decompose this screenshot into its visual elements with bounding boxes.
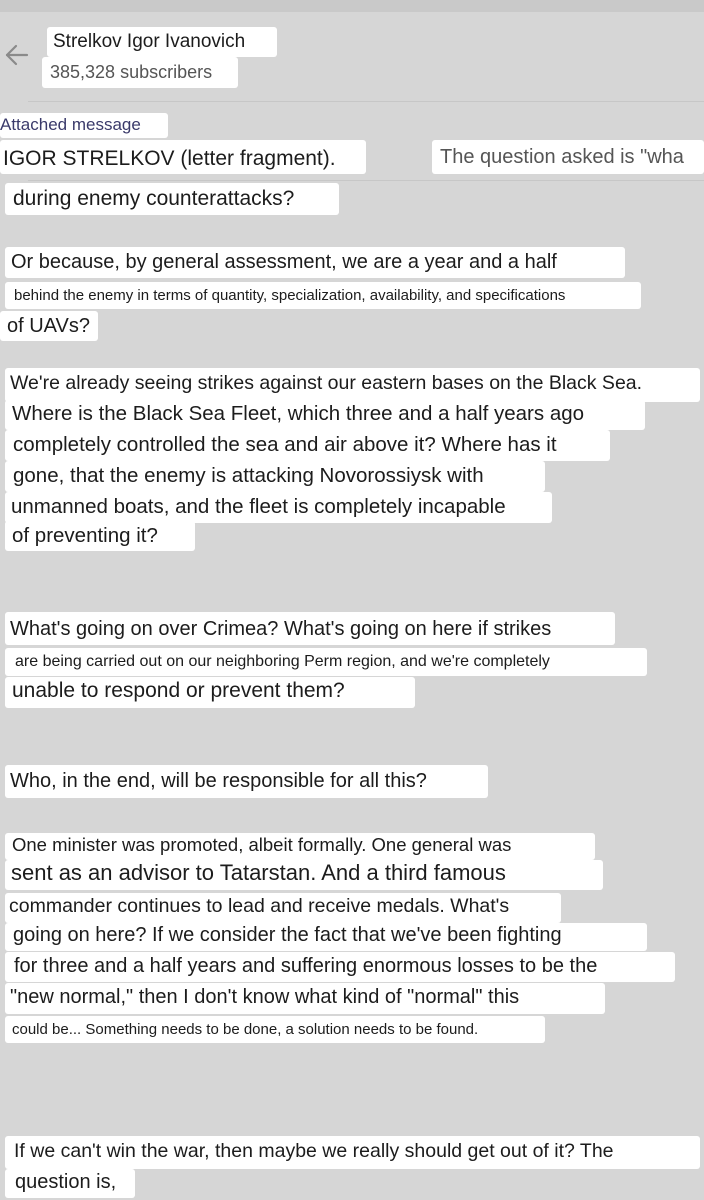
message-line: sent as an advisor to Tatarstan. And a third famous [5, 860, 603, 890]
message-line: unable to respond or prevent them? [5, 677, 415, 708]
message-line: completely controlled the sea and air above it? Where has it [5, 430, 610, 461]
header-divider [28, 101, 704, 102]
message-line: could be... Something needs to be done, a solution needs to be found. [5, 1016, 545, 1043]
channel-name[interactable]: Strelkov Igor Ivanovich [47, 27, 277, 57]
attachment-divider [28, 180, 704, 181]
message-line: unmanned boats, and the fleet is completely incapable [5, 492, 552, 523]
message-line: going on here? If we consider the fact that we've been fighting [5, 923, 647, 951]
message-line: of preventing it? [5, 521, 195, 551]
message-line: One minister was promoted, albeit formally. One general was [5, 833, 595, 860]
message-line: Where is the Black Sea Fleet, which three and a half years ago [5, 400, 645, 430]
message-line: of UAVs? [0, 311, 98, 341]
message-line: behind the enemy in terms of quantity, specialization, availability, and specifications [5, 282, 641, 309]
top-status-strip [0, 0, 704, 12]
message-line: gone, that the enemy is attacking Novorossiysk with [5, 461, 545, 492]
arrow-left-icon[interactable] [4, 40, 30, 70]
message-line: question is, [5, 1169, 135, 1198]
reply-preview[interactable]: The question asked is "wha [432, 140, 704, 174]
message-line: "new normal," then I don't know what kind of "normal" this [5, 983, 605, 1014]
message-line: If we can't win the war, then maybe we really should get out of it? The [5, 1136, 700, 1169]
message-line: Or because, by general assessment, we are a year and a half [5, 247, 625, 278]
message-line: Who, in the end, will be responsible for all this? [5, 765, 488, 798]
message-line: What's going on over Crimea? What's going on here if strikes [5, 612, 615, 645]
message-line: are being carried out on our neighboring Perm region, and we're completely [5, 648, 647, 676]
message-line: for three and a half years and suffering enormous losses to be the [5, 952, 675, 982]
attached-message-title[interactable]: IGOR STRELKOV (letter fragment). [0, 140, 366, 174]
subscriber-count: 385,328 subscribers [42, 57, 238, 88]
message-line: during enemy counterattacks? [5, 183, 339, 215]
message-line: commander continues to lead and receive medals. What's [5, 893, 561, 923]
message-line: We're already seeing strikes against our eastern bases on the Black Sea. [5, 368, 700, 402]
attached-message-label: Attached message [0, 113, 168, 138]
